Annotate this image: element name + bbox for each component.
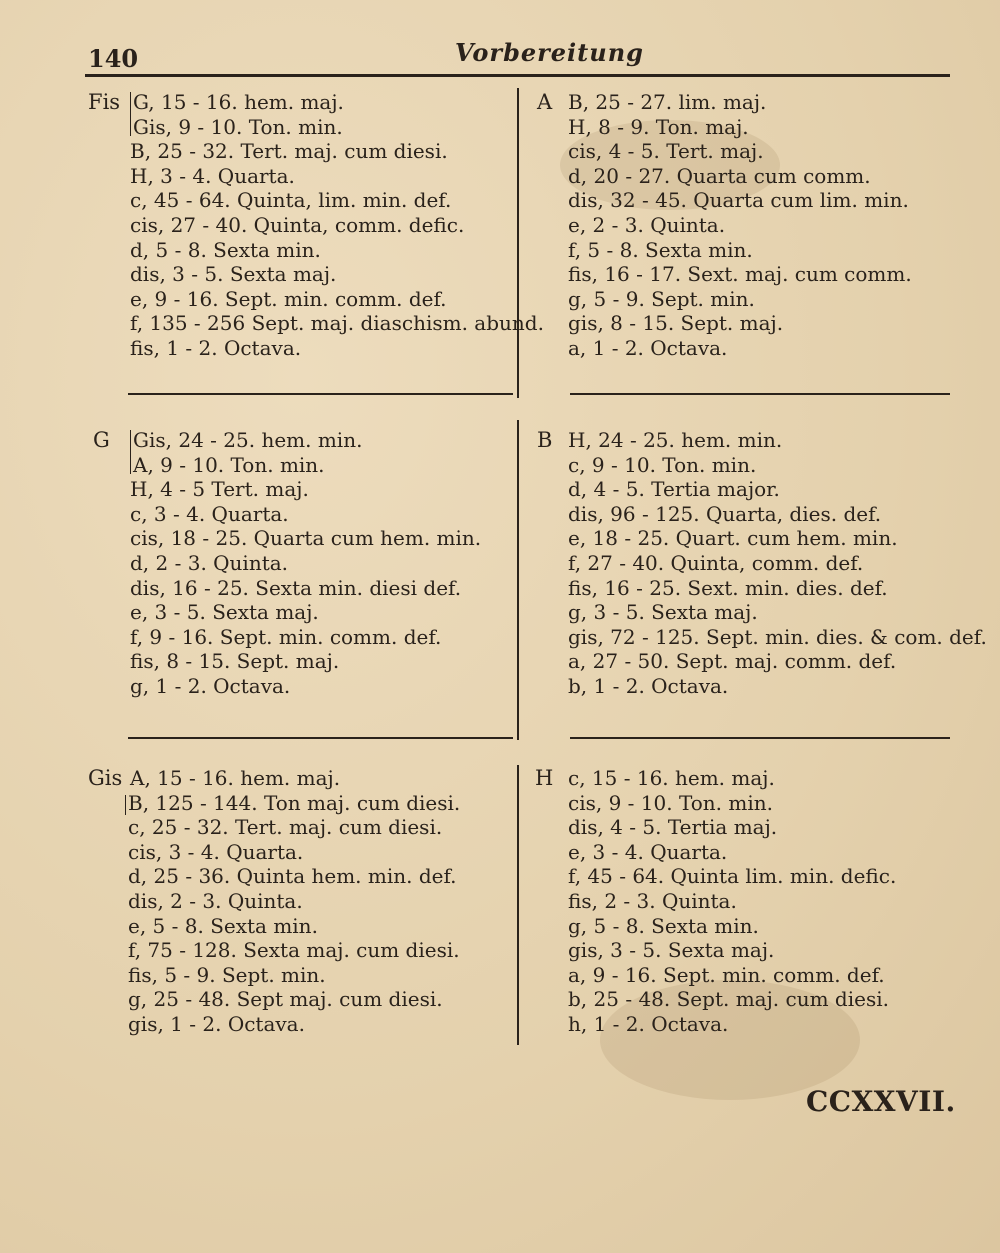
- interval-line: fis, 5 - 9. Sept. min.: [128, 962, 326, 987]
- interval-line: h, 1 - 2. Octava.: [568, 1011, 729, 1036]
- interval-line: G, 15 - 16. hem. maj.: [133, 90, 344, 114]
- interval-line: A, 9 - 10. Ton. min.: [133, 452, 325, 477]
- interval-line: H, 3 - 4. Quarta.: [130, 163, 295, 188]
- interval-line: fis, 2 - 3. Quinta.: [568, 888, 737, 913]
- interval-line: g, 3 - 5. Sexta maj.: [568, 600, 758, 625]
- key-note: G: [93, 428, 110, 452]
- interval-line: H, 24 - 25. hem. min.: [568, 428, 783, 452]
- interval-line: d, 25 - 36. Quinta hem. min. def.: [128, 864, 457, 889]
- interval-line: cis, 27 - 40. Quinta, comm. defic.: [130, 212, 465, 237]
- interval-line: H, 4 - 5 Tert. maj.: [130, 477, 309, 502]
- interval-line: b, 1 - 2. Octava.: [568, 673, 729, 698]
- interval-line: g, 5 - 8. Sexta min.: [568, 913, 759, 938]
- interval-line: f, 45 - 64. Quinta lim. min. defic.: [568, 864, 897, 889]
- interval-line: d, 4 - 5. Tertia major.: [568, 477, 780, 502]
- column-divider: [517, 765, 519, 1045]
- interval-line: a, 27 - 50. Sept. maj. comm. def.: [568, 649, 897, 674]
- interval-line: gis, 8 - 15. Sept. maj.: [568, 311, 784, 336]
- interval-line: f, 75 - 128. Sexta maj. cum diesi.: [128, 938, 460, 963]
- key-note: A: [537, 90, 553, 114]
- interval-line: e, 3 - 5. Sexta maj.: [130, 600, 319, 625]
- interval-line: fis, 8 - 15. Sept. maj.: [130, 649, 340, 674]
- interval-list: [568, 90, 912, 361]
- interval-line: gis, 1 - 2. Octava.: [128, 1011, 305, 1036]
- interval-line: B, 125 - 144. Ton maj. cum diesi.: [128, 790, 461, 815]
- interval-line: e, 9 - 16. Sept. min. comm. def.: [130, 286, 447, 311]
- interval-line: f, 27 - 40. Quinta, comm. def.: [568, 550, 864, 575]
- bracket: [130, 92, 131, 136]
- page-number: 140: [88, 44, 139, 73]
- interval-line: fis, 16 - 25. Sext. min. dies. def.: [568, 575, 888, 600]
- interval-line: d, 5 - 8. Sexta min.: [130, 237, 321, 262]
- interval-line: fis, 1 - 2. Octava.: [130, 335, 302, 360]
- interval-line: dis, 2 - 3. Quinta.: [128, 888, 303, 913]
- interval-line: e, 5 - 8. Sexta min.: [128, 913, 318, 938]
- section-rule: [570, 393, 950, 395]
- interval-line: Gis, 24 - 25. hem. min.: [133, 428, 363, 452]
- interval-line: g, 25 - 48. Sept maj. cum diesi.: [128, 987, 443, 1012]
- interval-line: Gis, 9 - 10. Ton. min.: [133, 114, 343, 139]
- interval-line: c, 25 - 32. Tert. maj. cum diesi.: [128, 815, 443, 840]
- interval-line: a, 9 - 16. Sept. min. comm. def.: [568, 962, 885, 987]
- interval-list: [568, 766, 896, 1037]
- catchword: CCXXVII.: [806, 1085, 956, 1118]
- interval-line: e, 2 - 3. Quinta.: [568, 212, 726, 237]
- column-divider: [517, 420, 519, 740]
- running-head: Vorbereitung: [455, 38, 644, 67]
- interval-line: dis, 96 - 125. Quarta, dies. def.: [568, 501, 882, 526]
- interval-line: dis, 3 - 5. Sexta maj.: [130, 262, 337, 287]
- interval-line: cis, 4 - 5. Tert. maj.: [568, 139, 764, 164]
- interval-line: b, 25 - 48. Sept. maj. cum diesi.: [568, 987, 889, 1012]
- interval-line: cis, 18 - 25. Quarta cum hem. min.: [130, 526, 482, 551]
- interval-line: dis, 32 - 45. Quarta cum lim. min.: [568, 188, 909, 213]
- interval-line: c, 3 - 4. Quarta.: [130, 501, 289, 526]
- interval-line: e, 3 - 4. Quarta.: [568, 839, 728, 864]
- section-rule: [570, 737, 950, 739]
- interval-line: a, 1 - 2. Octava.: [568, 335, 728, 360]
- interval-line: c, 15 - 16. hem. maj.: [568, 766, 775, 790]
- interval-line: dis, 4 - 5. Tertia maj.: [568, 815, 778, 840]
- interval-list: [128, 791, 460, 1037]
- interval-line: A, 15 - 16. hem. maj.: [130, 766, 341, 790]
- interval-list: [130, 477, 481, 698]
- interval-line: fis, 16 - 17. Sext. maj. cum comm.: [568, 262, 912, 287]
- section-rule: [128, 393, 513, 395]
- header-rule: [85, 74, 950, 77]
- bracket: [130, 430, 131, 474]
- interval-line: d, 2 - 3. Quinta.: [130, 550, 289, 575]
- key-note: B: [537, 428, 553, 452]
- interval-line: f, 9 - 16. Sept. min. comm. def.: [130, 624, 442, 649]
- interval-list: [568, 428, 987, 699]
- interval-line: f, 5 - 8. Sexta min.: [568, 237, 753, 262]
- interval-line: f, 135 - 256 Sept. maj. diaschism. abund.: [130, 311, 544, 336]
- interval-line: dis, 16 - 25. Sexta min. diesi def.: [130, 575, 462, 600]
- interval-line: c, 45 - 64. Quinta, lim. min. def.: [130, 188, 452, 213]
- bracket: [125, 795, 126, 815]
- interval-line: g, 5 - 9. Sept. min.: [568, 286, 755, 311]
- interval-line: cis, 9 - 10. Ton. min.: [568, 790, 773, 815]
- interval-line: gis, 72 - 125. Sept. min. dies. & com. def.: [568, 624, 987, 649]
- interval-list: [133, 90, 344, 139]
- interval-line: c, 9 - 10. Ton. min.: [568, 452, 757, 477]
- interval-line: g, 1 - 2. Octava.: [130, 673, 291, 698]
- key-note: Gis: [88, 766, 123, 790]
- section-rule: [128, 737, 513, 739]
- interval-line: B, 25 - 27. lim. maj.: [568, 90, 767, 114]
- interval-line: B, 25 - 32. Tert. maj. cum diesi.: [130, 139, 448, 164]
- key-note: Fis: [88, 90, 121, 114]
- interval-list: [130, 766, 340, 791]
- interval-line: cis, 3 - 4. Quarta.: [128, 839, 304, 864]
- interval-list: [133, 428, 362, 477]
- interval-line: H, 8 - 9. Ton. maj.: [568, 114, 749, 139]
- interval-line: e, 18 - 25. Quart. cum hem. min.: [568, 526, 898, 551]
- key-note: H: [535, 766, 554, 790]
- interval-line: d, 20 - 27. Quarta cum comm.: [568, 163, 871, 188]
- interval-line: gis, 3 - 5. Sexta maj.: [568, 938, 775, 963]
- interval-list: [130, 139, 544, 360]
